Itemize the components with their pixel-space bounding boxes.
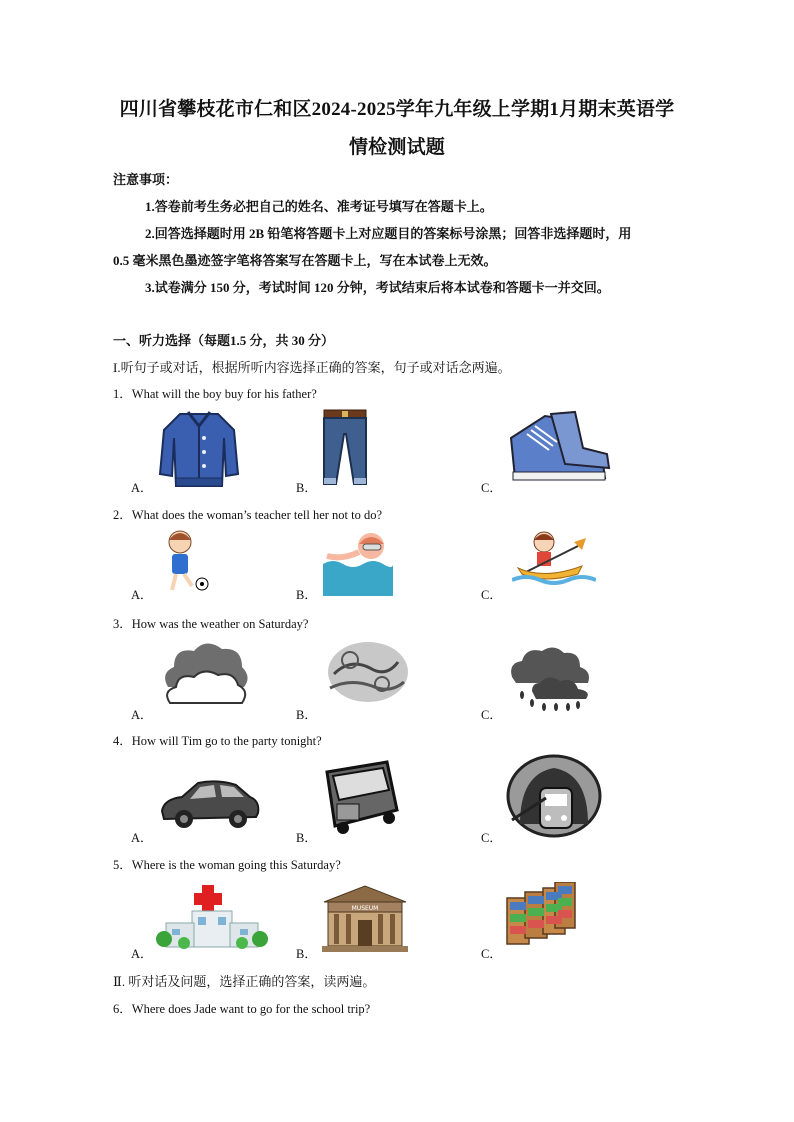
question-1 xyxy=(113,384,317,402)
question-number: 1． xyxy=(113,387,132,401)
question-text: Where does Jade want to go for the school trip? xyxy=(131,1002,371,1016)
question-text: What does the woman’s teacher tell her not to do? xyxy=(131,508,383,522)
option-c: C． xyxy=(481,481,502,495)
option-b: B． xyxy=(296,588,317,602)
jeans-icon xyxy=(320,408,370,488)
sneakers-icon xyxy=(505,408,611,488)
option-c: C． xyxy=(481,947,502,961)
question-number: 2． xyxy=(113,508,132,522)
kayak-girl-icon xyxy=(512,528,596,590)
option-c: C． xyxy=(481,588,502,602)
car-icon xyxy=(158,775,262,831)
option-a: A． xyxy=(131,708,153,722)
question-6 xyxy=(113,999,370,1017)
option-a: A． xyxy=(131,481,153,495)
subway-icon xyxy=(506,754,602,838)
option-b: B． xyxy=(296,831,317,845)
option-c: C． xyxy=(481,708,502,722)
museum-icon xyxy=(320,884,410,952)
question-5 xyxy=(113,855,341,873)
part2-instruction: Ⅱ. 听对话及问题，选择正确的答案，读两遍。 xyxy=(113,974,376,989)
question-text: Where is the woman going this Saturday? xyxy=(131,858,341,872)
question-number: 6． xyxy=(113,1002,132,1016)
question-number: 5． xyxy=(113,858,132,872)
question-number: 3． xyxy=(113,617,132,631)
option-c: C． xyxy=(481,831,502,845)
question-text: What will the boy buy for his father? xyxy=(131,387,317,401)
note-item-2-cont: 0.5 毫米黑色墨迹签字笔将答案写在答题卡上，写在本试卷上无效。 xyxy=(113,253,497,268)
museum-sign: MUSEUM xyxy=(351,905,379,912)
part1-instruction: I.听句子或对话，根据所听内容选择正确的答案，句子或对话念两遍。 xyxy=(113,360,511,375)
option-b: B． xyxy=(296,481,317,495)
cloudy-icon xyxy=(160,637,250,709)
jacket-icon xyxy=(158,408,240,488)
question-2 xyxy=(113,505,382,523)
bus-icon xyxy=(321,760,401,836)
note-item-2: 2.回答选择题时用 2B 铅笔将答题卡上对应题目的答案标号涂黑；回答非选择题时，用 xyxy=(145,226,632,241)
page-title-line2: 情检测试题 xyxy=(348,137,445,158)
hospital-icon xyxy=(156,885,268,951)
option-b: B． xyxy=(296,708,317,722)
windy-icon xyxy=(320,638,410,708)
section-heading: 一、听力选择（每题1.5 分，共 30 分） xyxy=(113,333,335,348)
option-b: B． xyxy=(296,947,317,961)
option-a: A． xyxy=(131,588,153,602)
question-4 xyxy=(113,731,322,749)
football-girl-icon xyxy=(160,528,212,594)
rain-icon xyxy=(508,643,596,713)
note-item-1: 1.答卷前考生务必把自己的姓名、准考证号填写在答题卡上。 xyxy=(145,199,493,214)
library-icon xyxy=(505,882,577,946)
option-a: A． xyxy=(131,831,153,845)
page-title-line1: 四川省攀枝花市仁和区2024-2025学年九年级上学期1月期末英语学 xyxy=(119,99,675,120)
notes-heading: 注意事项： xyxy=(113,172,179,187)
note-item-3: 3.试卷满分 150 分，考试时间 120 分钟，考试结束后将本试卷和答题卡一并交回。 xyxy=(145,280,610,295)
swimmer-icon xyxy=(323,530,393,596)
question-text: How will Tim go to the party tonight? xyxy=(131,734,322,748)
question-text: How was the weather on Saturday? xyxy=(131,617,309,631)
question-3 xyxy=(113,614,308,632)
option-a: A． xyxy=(131,947,153,961)
question-number: 4． xyxy=(113,734,132,748)
